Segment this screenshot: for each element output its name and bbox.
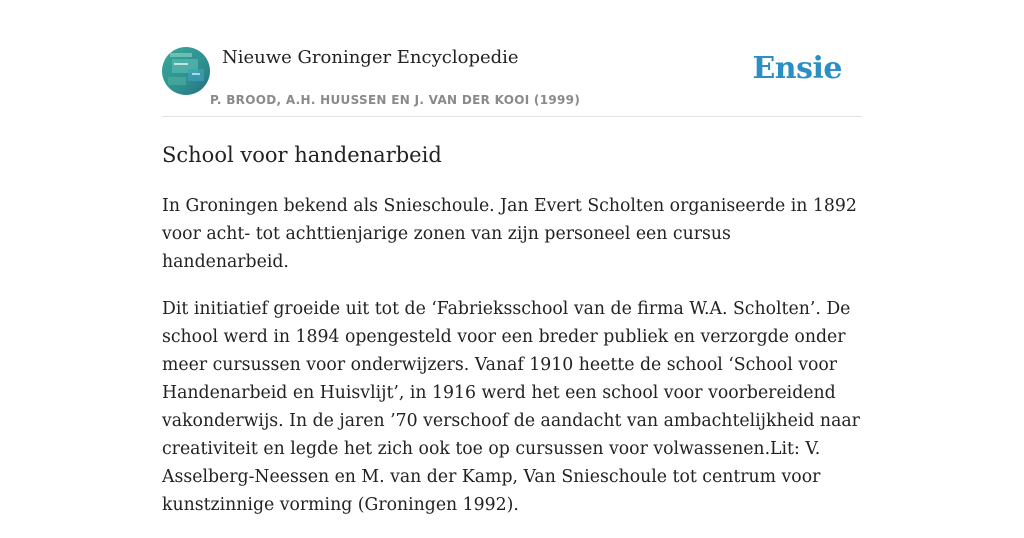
entry-paragraph: In Groningen bekend als Snieschoule. Jan Evert Scholten organiseerde in 1892 voor acht- tot achttienjarige zonen van zijn personeel een cursus handenarbeid.	[162, 196, 857, 272]
book-title[interactable]: Nieuwe Groninger Encyclopedie	[222, 47, 519, 68]
entry-title: School voor handenarbeid	[162, 143, 442, 167]
entry-paragraph: Dit initiatief groeide uit tot de ‘Fabrieksschool van de firma W.A. Scholten’. De school werd in 1894 opengesteld voor een breder publiek en verzorgde onder meer cursussen voor onderwijzers. Vanaf 1910 heette de school ‘School voor Handenarbeid en Huisvlijt’, in 1916 werd het een school voor voorbereidend vakonderwijs. In de jaren ’70 verschoof de aandacht van ambachtelijkheid naar creativiteit en legde het zich ook toe op cursussen voor volwassenen.Lit: V. Asselberg-Neessen en M. van der Kamp, Van Snieschoule tot centrum voor kunstzinnige vorming (Groningen 1992).	[162, 299, 860, 515]
entry-body	[162, 192, 862, 538]
entry-header	[162, 46, 862, 117]
entry-card	[162, 0, 862, 515]
ensie-logo[interactable]: Ensie	[752, 51, 842, 86]
book-cover-thumbnail[interactable]	[162, 47, 210, 95]
book-authors: P. BROOD, A.H. HUUSSEN EN J. VAN DER KOOI (1999)	[210, 93, 581, 107]
